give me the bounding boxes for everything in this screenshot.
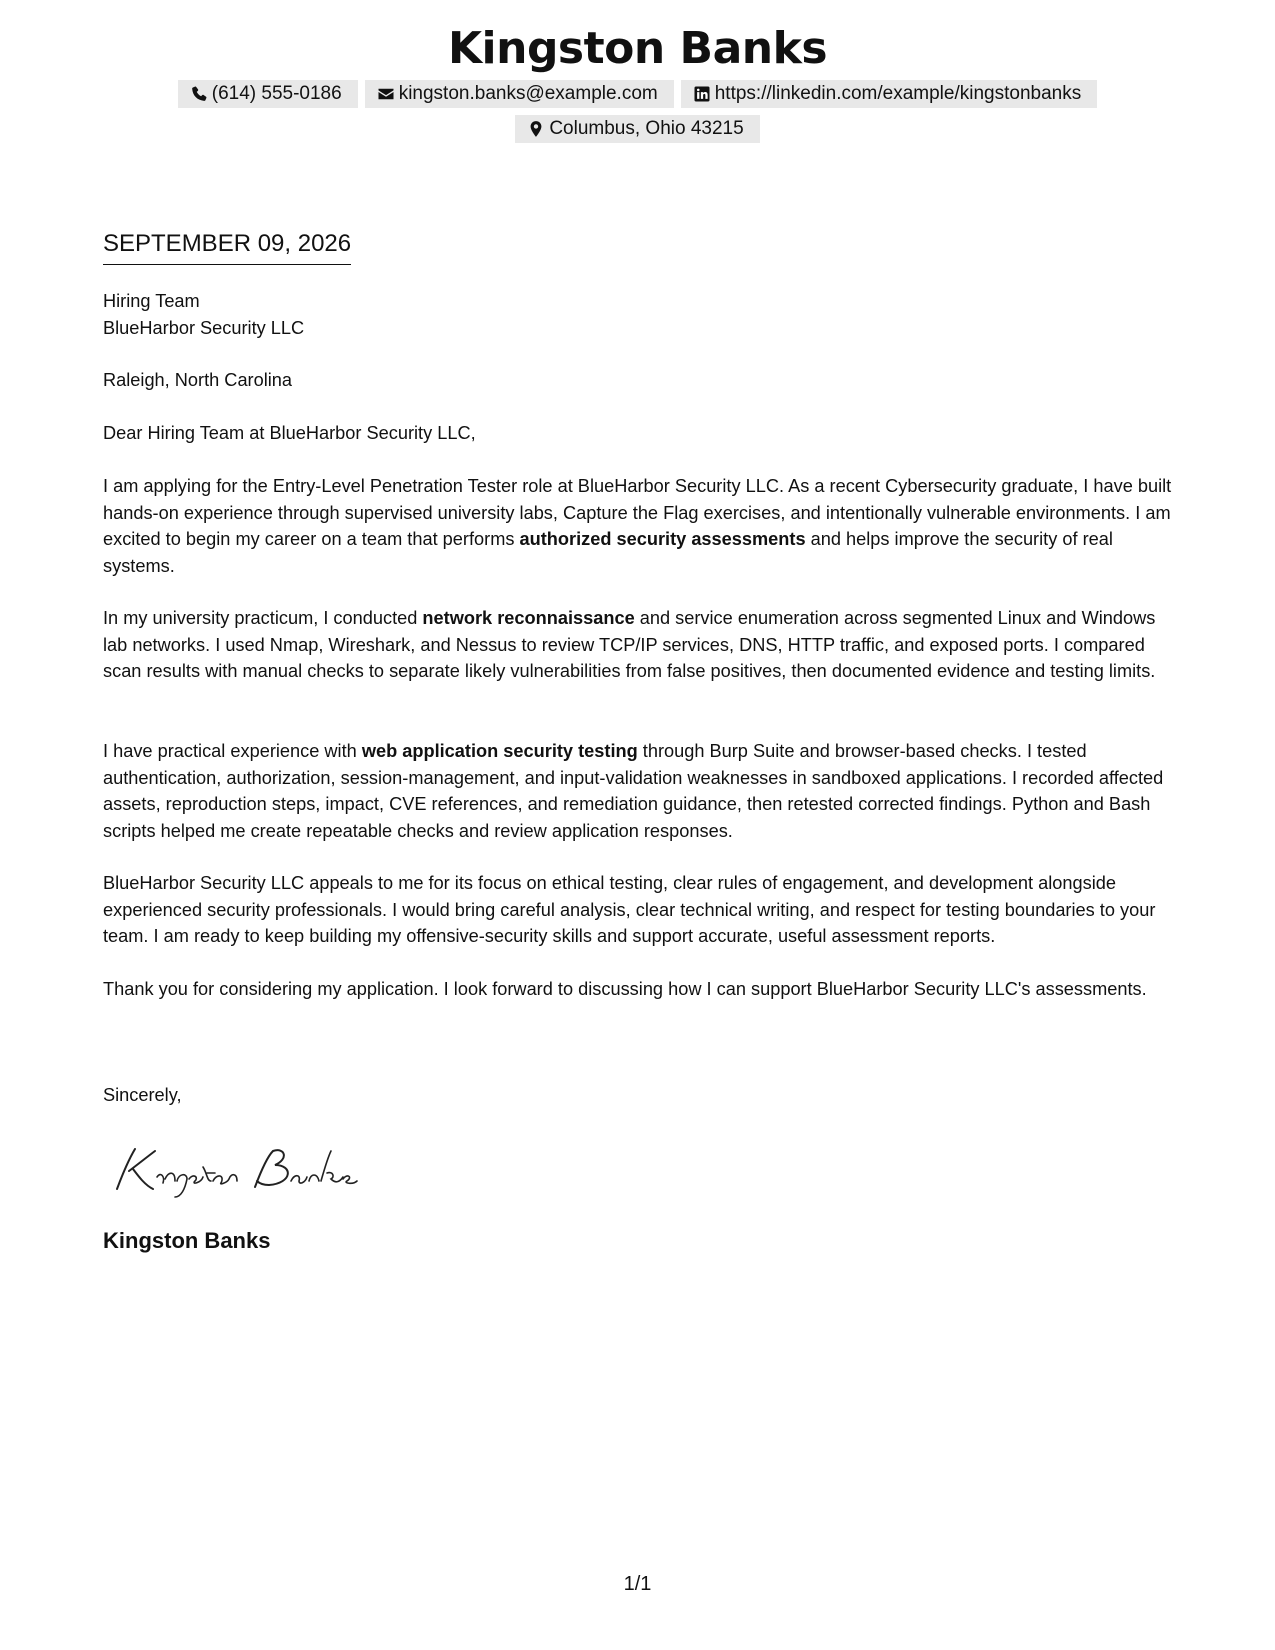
paragraph-3-part-a: I have practical experience with bbox=[103, 741, 362, 761]
paragraph-5-text: Thank you for considering my application. I look forward to discussing how I can support BlueHarbor Security LLC's assessments. bbox=[103, 979, 1147, 999]
location-text: Columbus, Ohio 43215 bbox=[549, 118, 744, 139]
recipient-city-text: Raleigh, North Carolina bbox=[103, 370, 293, 390]
contact-row bbox=[0, 80, 1275, 108]
paragraph-4 bbox=[103, 870, 1183, 950]
paragraph-2-text bbox=[103, 605, 1183, 685]
location-chip bbox=[515, 115, 759, 143]
linkedin-chip bbox=[681, 80, 1097, 108]
phone-chip bbox=[178, 80, 358, 108]
phone-icon bbox=[190, 85, 208, 103]
salutation bbox=[103, 420, 1183, 447]
paragraph-5 bbox=[103, 976, 1183, 1003]
paragraph-4-text: BlueHarbor Security LLC appeals to me for its focus on ethical testing, clear rules of engagement, and development alongside experienced security professionals. I would bring careful analysis, clear technical writing, and respect for testing boundaries to your team. I am ready to keep building my offensive-security skills and support accurate, useful assessment reports. bbox=[103, 873, 1156, 946]
handwritten-signature bbox=[103, 1137, 363, 1201]
linkedin-icon bbox=[693, 85, 711, 103]
recipient-block bbox=[103, 288, 1183, 341]
paragraph-2-part-b: and service enumeration across segmented Linux and Windows lab networks. I used Nmap, Wireshark, and Nessus to review TCP/IP services, DNS, HTTP traffic, and exposed ports. I compared scan results with manual checks to separate likely vulnerabilities from false positives, then documented evidence and testing limits. bbox=[103, 608, 1156, 681]
signed-name: Kingston Banks bbox=[103, 1228, 271, 1253]
recipient-line-2: BlueHarbor Security LLC bbox=[103, 317, 305, 338]
paragraph-2-emphasis: network reconnaissance bbox=[422, 608, 635, 628]
letter-date: SEPTEMBER 09, 2026 bbox=[103, 228, 351, 265]
linkedin-url: https://linkedin.com/example/kingstonbanks bbox=[714, 83, 1082, 104]
envelope-icon bbox=[377, 85, 395, 103]
email-address: kingston.banks@example.com bbox=[398, 83, 658, 104]
map-pin-icon bbox=[527, 120, 545, 138]
paragraph-3-text bbox=[103, 738, 1183, 844]
paragraph-3-emphasis: web application security testing bbox=[361, 741, 638, 761]
phone-number: (614) 555-0186 bbox=[211, 83, 342, 104]
page-number: 1/1 bbox=[623, 1573, 652, 1595]
paragraph-3 bbox=[103, 738, 1183, 844]
paragraph-3-part-b: through Burp Suite and browser-based checks. I tested authentication, authorization, session-management, and input-validation weaknesses in sandboxed applications. I recorded affected assets, reproduction steps, impact, CVE references, and remediation guidance, then retested corrected findings. Python and Bash scripts helped me create repeatable checks and review application responses. bbox=[103, 741, 1164, 841]
paragraph-1-text bbox=[103, 473, 1183, 579]
recipient-line-1: Hiring Team bbox=[103, 291, 200, 311]
recipient-city bbox=[103, 367, 1183, 394]
paragraph-1 bbox=[103, 473, 1183, 579]
applicant-name-heading: Kingston Banks bbox=[447, 23, 828, 74]
contact-row-location bbox=[0, 115, 1275, 143]
closing bbox=[103, 1082, 1183, 1109]
paragraph-2-part-a: In my university practicum, I conducted bbox=[103, 608, 423, 628]
paragraph-1-part-b: and helps improve the security of real systems. bbox=[103, 529, 1113, 576]
salutation-text: Dear Hiring Team at BlueHarbor Security LLC, bbox=[103, 423, 476, 443]
paragraph-1-emphasis: authorized security assessments bbox=[519, 529, 806, 549]
email-chip bbox=[365, 80, 674, 108]
paragraph-1-part-a: I am applying for the Entry-Level Penetration Tester role at BlueHarbor Security LLC. As a recent Cybersecurity graduate, I have built hands-on experience through supervised university labs, Capture the Flag exercises, and intentionally vulnerable environments. I am excited to begin my career on a team that performs bbox=[103, 476, 1172, 549]
paragraph-2 bbox=[103, 605, 1183, 685]
closing-text: Sincerely, bbox=[103, 1085, 182, 1105]
